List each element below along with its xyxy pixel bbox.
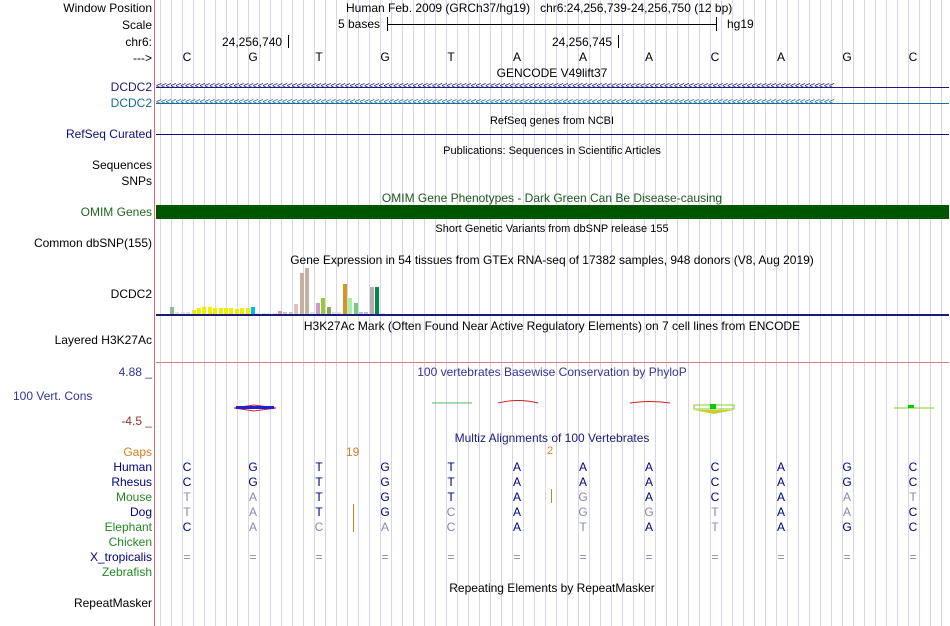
aligned-base: G — [842, 460, 852, 474]
aligned-base: G — [380, 490, 390, 504]
aligned-base: T — [183, 490, 191, 504]
aligned-base: C — [182, 520, 192, 534]
aligned-base: = — [249, 550, 257, 564]
gtex-track-title[interactable]: Gene Expression in 54 tissues from GTEx RNA-seq of 17382 samples, 948 donors (V8, Aug 2019) — [290, 253, 814, 267]
omim-gene-bar[interactable] — [156, 205, 949, 219]
aligned-base: = — [579, 550, 587, 564]
aligned-base: G — [644, 505, 654, 519]
sequences-label[interactable]: Sequences — [91, 158, 152, 172]
reference-base: A — [644, 50, 653, 64]
gtex-tissue-bar[interactable] — [251, 307, 255, 314]
reference-base: A — [776, 50, 785, 64]
aligned-base: C — [710, 475, 720, 489]
gtex-tissue-bar[interactable] — [348, 298, 352, 314]
aligned-base: C — [908, 505, 918, 519]
coord-tick-1 — [288, 35, 289, 48]
aligned-base: T — [447, 460, 455, 474]
omim-label[interactable]: OMIM Genes — [80, 205, 152, 219]
aligned-base: A — [248, 505, 257, 519]
gtex-tissue-bar[interactable] — [354, 303, 358, 315]
gaps-label[interactable]: Gaps — [123, 445, 152, 459]
aligned-base: A — [578, 475, 587, 489]
aligned-base: C — [182, 460, 192, 474]
aligned-base: = — [777, 550, 785, 564]
gtex-tissue-bar[interactable] — [170, 307, 174, 314]
refseq-label[interactable]: RefSeq Curated — [65, 127, 152, 141]
aligned-base: C — [908, 460, 918, 474]
aligned-base: G — [578, 505, 588, 519]
h3k27ac-label[interactable]: Layered H3K27Ac — [54, 333, 152, 347]
gencode-transcript-2[interactable] — [156, 96, 949, 110]
h3k27ac-baseline — [156, 362, 949, 363]
dbsnp-label[interactable]: Common dbSNP(155) — [33, 236, 152, 250]
gtex-tissue-bar[interactable] — [321, 298, 325, 314]
aligned-base: = — [381, 550, 389, 564]
aligned-base: = — [513, 550, 521, 564]
aligned-base: A — [512, 475, 521, 489]
aligned-base: A — [380, 520, 389, 534]
refseq-gene-line[interactable] — [156, 134, 949, 135]
aligned-base: C — [908, 475, 918, 489]
gtex-expression-chart[interactable] — [156, 268, 949, 314]
aligned-base: T — [315, 505, 323, 519]
aligned-base: = — [447, 550, 455, 564]
aligned-base: T — [711, 505, 719, 519]
multiz-track-title[interactable]: Multiz Alignments of 100 Vertebrates — [454, 431, 650, 445]
insertion-mark-elephant — [353, 518, 354, 532]
reference-base: T — [447, 50, 455, 64]
aligned-base: A — [644, 520, 653, 534]
gtex-tissue-bar[interactable] — [202, 307, 206, 314]
h3k27ac-track-title[interactable]: H3K27Ac Mark (Often Found Near Active Regulatory Elements) on 7 cell lines from ENCODE — [303, 319, 801, 333]
aligned-base: A — [776, 520, 785, 534]
aligned-base: A — [644, 490, 653, 504]
aligned-base: G — [248, 460, 258, 474]
species-label[interactable]: Mouse — [115, 490, 152, 504]
aligned-base: C — [446, 520, 456, 534]
coord-tick-2 — [618, 35, 619, 48]
aligned-base: G — [842, 475, 852, 489]
coord-label-2: 24,256,745 — [552, 35, 613, 49]
publications-track-title[interactable]: Publications: Sequences in Scientific Articles — [443, 145, 661, 157]
strand-label: ---> — [133, 51, 152, 65]
reference-base: C — [710, 50, 720, 64]
phylop-label[interactable]: 100 Vert. Cons — [13, 389, 93, 403]
aligned-base: G — [842, 520, 852, 534]
aligned-base: A — [776, 490, 785, 504]
aligned-base: A — [512, 505, 521, 519]
aligned-base: C — [710, 490, 720, 504]
insertion-mark-mouse — [551, 489, 552, 503]
aligned-base: A — [248, 490, 257, 504]
aligned-base: A — [776, 505, 785, 519]
aligned-base: G — [578, 490, 588, 504]
gencode-gene-label-2[interactable]: DCDC2 — [110, 96, 152, 110]
aligned-base: G — [380, 505, 390, 519]
aligned-base: A — [644, 460, 653, 474]
aligned-base: A — [842, 490, 851, 504]
species-label[interactable]: Elephant — [104, 520, 152, 534]
refseq-track-title[interactable]: RefSeq genes from NCBI — [489, 115, 615, 127]
gtex-tissue-bar[interactable] — [327, 307, 331, 314]
aligned-base: G — [380, 475, 390, 489]
species-label[interactable]: Human — [113, 460, 152, 474]
chrom-label: chr6: — [125, 35, 152, 49]
aligned-base: G — [380, 460, 390, 474]
scale-db: hg19 — [727, 17, 754, 31]
gtex-tissue-bar[interactable] — [316, 303, 320, 315]
insertion-mark-dog — [353, 504, 354, 518]
aligned-base: = — [315, 550, 323, 564]
aligned-base: G — [248, 475, 258, 489]
aligned-base: T — [447, 490, 455, 504]
species-label[interactable]: Chicken — [108, 535, 152, 549]
species-label[interactable]: X_tropicalis — [89, 550, 152, 564]
phylop-max-label: 4.88 _ — [118, 365, 152, 379]
aligned-base: A — [512, 460, 521, 474]
aligned-base: T — [447, 475, 455, 489]
gtex-gene-label[interactable]: DCDC2 — [110, 287, 152, 301]
aligned-base: A — [578, 460, 587, 474]
aligned-base: C — [908, 520, 918, 534]
aligned-base: T — [711, 520, 719, 534]
reference-base: C — [908, 50, 918, 64]
aligned-base: C — [710, 460, 720, 474]
reference-base: G — [842, 50, 852, 64]
reference-base: T — [315, 50, 323, 64]
aligned-base: = — [183, 550, 191, 564]
dbsnp-track-title[interactable]: Short Genetic Variants from dbSNP release 155 — [435, 223, 669, 235]
reference-base: A — [512, 50, 521, 64]
gap-count-2: 2 — [547, 445, 554, 457]
reference-base: G — [248, 50, 258, 64]
phylop-track-title[interactable]: 100 vertebrates Basewise Conservation by PhyloP — [417, 365, 687, 379]
aligned-base: A — [248, 520, 257, 534]
aligned-base: C — [182, 475, 192, 489]
gencode-transcript-1[interactable] — [156, 80, 949, 94]
scale-label: Scale — [121, 18, 152, 32]
aligned-base: T — [315, 490, 323, 504]
reference-base: G — [380, 50, 390, 64]
position-title: Human Feb. 2009 (GRCh37/hg19) chr6:24,256,739-24,256,750 (12 bp) — [346, 1, 733, 15]
scale-text: 5 bases — [338, 17, 381, 31]
aligned-base: T — [315, 475, 323, 489]
gtex-tissue-bar[interactable] — [300, 273, 304, 314]
gtex-tissue-bar[interactable] — [370, 287, 374, 314]
gtex-tissue-bar[interactable] — [343, 284, 347, 314]
reference-base: A — [578, 50, 587, 64]
aligned-base: A — [776, 460, 785, 474]
aligned-base: C — [446, 505, 456, 519]
omim-track-title[interactable]: OMIM Gene Phenotypes - Dark Green Can Be Disease-causing — [381, 191, 723, 205]
repeatmasker-label[interactable]: RepeatMasker — [73, 596, 152, 610]
species-label[interactable]: Rhesus — [111, 475, 152, 489]
gtex-tissue-bar[interactable] — [375, 287, 379, 314]
window-position-label: Window Position — [63, 1, 152, 15]
reference-base: C — [182, 50, 192, 64]
aligned-base: A — [512, 490, 521, 504]
phylop-plot[interactable] — [156, 398, 949, 418]
gtex-tissue-bar[interactable] — [208, 307, 212, 314]
repeatmasker-track-title[interactable]: Repeating Elements by RepeatMasker — [449, 581, 655, 595]
aligned-base: = — [645, 550, 653, 564]
aligned-base: = — [711, 550, 719, 564]
gap-count-1: 19 — [346, 445, 360, 459]
aligned-base: A — [776, 475, 785, 489]
phylop-min-label: -4.5 _ — [121, 414, 152, 428]
gencode-track-title[interactable]: GENCODE V49lift37 — [496, 66, 608, 80]
aligned-base: T — [315, 460, 323, 474]
label-divider — [154, 0, 155, 626]
species-label[interactable]: Dog — [129, 505, 152, 519]
gencode-gene-label-1[interactable]: DCDC2 — [110, 80, 152, 94]
aligned-base: T — [183, 505, 191, 519]
aligned-base: T — [579, 520, 587, 534]
aligned-base: A — [644, 475, 653, 489]
aligned-base: = — [909, 550, 917, 564]
aligned-base: C — [314, 520, 324, 534]
species-label[interactable]: Zebrafish — [101, 565, 152, 579]
aligned-base: A — [512, 520, 521, 534]
snps-label[interactable]: SNPs — [121, 174, 152, 188]
gtex-tissue-bar[interactable] — [305, 268, 309, 314]
aligned-base: A — [842, 505, 851, 519]
aligned-base: = — [843, 550, 851, 564]
gtex-gene-line — [156, 314, 949, 316]
scale-bar — [387, 17, 717, 31]
aligned-base: T — [909, 490, 917, 504]
gtex-tissue-bar[interactable] — [294, 304, 298, 314]
coord-label-1: 24,256,740 — [222, 35, 283, 49]
